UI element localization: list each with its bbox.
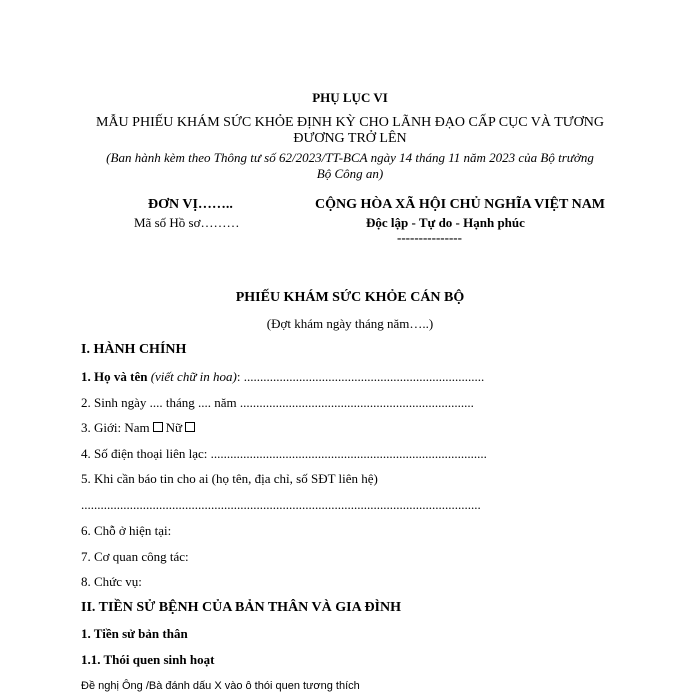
field-workplace: 7. Cơ quan công tác: bbox=[81, 549, 189, 564]
issuance-note-line2: Bộ Công an) bbox=[316, 166, 384, 181]
checkbox-female[interactable] bbox=[185, 422, 195, 432]
field-gender bbox=[81, 420, 198, 436]
field-phone: 4. Số điện thoại liên lạc: ..................................................................................... bbox=[81, 446, 487, 461]
form-template-title-line1: MẪU PHIẾU KHÁM SỨC KHỎE ĐỊNH KỲ CHO LÃNH ĐẠO CẤP CỤC VÀ TƯƠNG bbox=[96, 115, 604, 130]
field-current-address: 6. Chỗ ở hiện tại: bbox=[81, 523, 172, 538]
gender-female-label: Nữ bbox=[165, 420, 183, 435]
full-name-dots: : .......................................................................... bbox=[236, 369, 485, 384]
field-full-name bbox=[81, 369, 484, 385]
checkbox-male[interactable] bbox=[153, 422, 163, 432]
national-motto: Độc lập - Tự do - Hạnh phúc bbox=[366, 215, 525, 230]
section1-heading: I. HÀNH CHÍNH bbox=[81, 342, 187, 357]
file-code-label: Mã số Hồ sơ……… bbox=[134, 215, 240, 230]
motto-underline: --------------- bbox=[397, 230, 462, 245]
emergency-contact-dots: ........................................................................................................................... bbox=[81, 497, 481, 512]
issuance-note-line1: (Ban hành kèm theo Thông tư số 62/2023/TT-BCA ngày 14 tháng 11 năm 2023 của Bộ trưởng bbox=[106, 150, 594, 165]
field-position: 8. Chức vụ: bbox=[81, 574, 142, 589]
full-name-hint: (viết chữ in hoa) bbox=[150, 369, 237, 384]
appendix-title: PHỤ LỤC VI bbox=[312, 90, 388, 105]
unit-label: ĐƠN VỊ…….. bbox=[148, 197, 233, 212]
habits-instruction: Đề nghị Ông /Bà đánh dấu X vào ô thói quen tương thích bbox=[81, 680, 360, 692]
form-title: PHIẾU KHÁM SỨC KHỎE CÁN BỘ bbox=[235, 290, 465, 305]
country-name: CỘNG HÒA XÃ HỘI CHỦ NGHĨA VIỆT NAM bbox=[315, 197, 606, 212]
living-habits-heading: 1.1. Thói quen sinh hoạt bbox=[81, 652, 215, 667]
personal-history-heading: 1. Tiền sử bản thân bbox=[81, 626, 188, 641]
gender-label: 3. Giới: Nam bbox=[81, 420, 150, 435]
form-subtitle: (Đợt khám ngày tháng năm…..) bbox=[266, 316, 434, 331]
field-emergency-contact: 5. Khi cần báo tin cho ai (họ tên, địa chỉ, số SĐT liên hệ) bbox=[81, 471, 378, 486]
form-template-title-line2: ĐƯƠNG TRỞ LÊN bbox=[293, 131, 407, 146]
full-name-label: 1. Họ và tên bbox=[81, 369, 148, 384]
section2-heading: II. TIỀN SỬ BỆNH CỦA BẢN THÂN VÀ GIA ĐÌNH bbox=[81, 600, 401, 615]
field-date-of-birth: 2. Sinh ngày .... tháng .... năm ........................................................................ bbox=[81, 395, 474, 410]
